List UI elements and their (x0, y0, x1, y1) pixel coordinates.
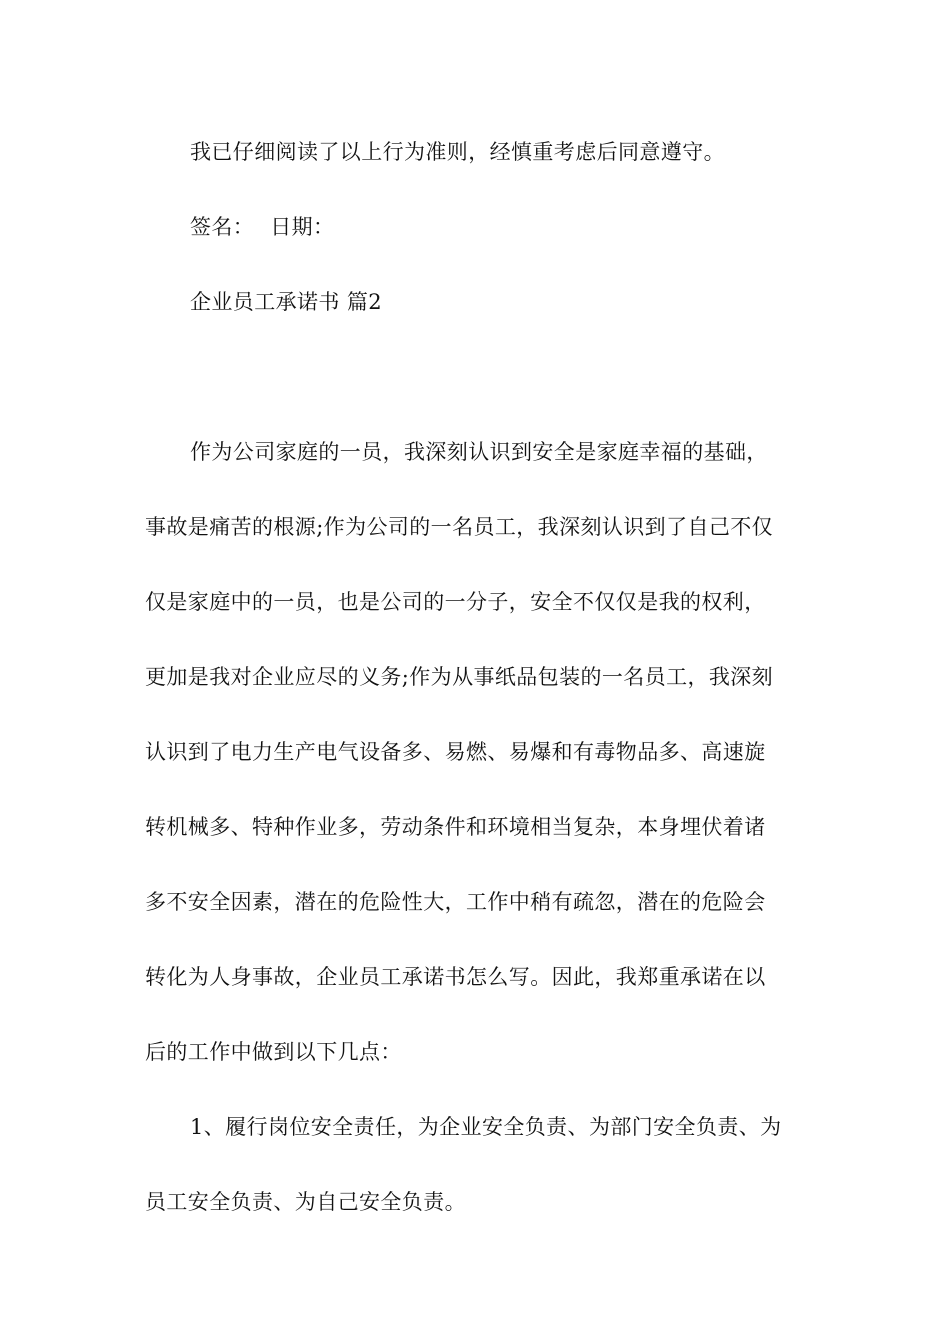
signature-date-line (190, 213, 334, 241)
paragraph-line: 事故是痛苦的根源;作为公司的一名员工，我深刻认识到了自己不仅 (145, 515, 774, 539)
date-label: 日期： (270, 215, 335, 239)
agreement-statement: 我已仔细阅读了以上行为准则，经慎重考虑后同意遵守。 (190, 140, 725, 164)
paragraph-line: 多不安全因素，潜在的危险性大，工作中稍有疏忽，潜在的危险会 (145, 890, 766, 914)
list-item-line: 1、履行岗位安全责任，为企业安全负责、为部门安全负责、为 (190, 1115, 782, 1139)
paragraph-line: 后的工作中做到以下几点： (145, 1040, 402, 1064)
paragraph-line: 转化为人身事故，企业员工承诺书怎么写。因此，我郑重承诺在以 (145, 965, 766, 989)
paragraph-line: 仅是家庭中的一员，也是公司的一分子，安全不仅仅是我的权利， (145, 590, 766, 614)
paragraph-line: 作为公司家庭的一员，我深刻认识到安全是家庭幸福的基础， (190, 440, 768, 464)
signature-label: 签名： (190, 215, 255, 239)
paragraph-line: 更加是我对企业应尽的义务;作为从事纸品包装的一名员工，我深刻 (145, 665, 774, 689)
list-item-line: 员工安全负责、为自己安全负责。 (145, 1190, 466, 1214)
paragraph-line: 认识到了电力生产电气设备多、易燃、易爆和有毒物品多、高速旋 (145, 740, 766, 764)
section-title: 企业员工承诺书 篇2 (190, 290, 383, 314)
paragraph-line: 转机械多、特种作业多，劳动条件和环境相当复杂，本身埋伏着诸 (145, 815, 766, 839)
